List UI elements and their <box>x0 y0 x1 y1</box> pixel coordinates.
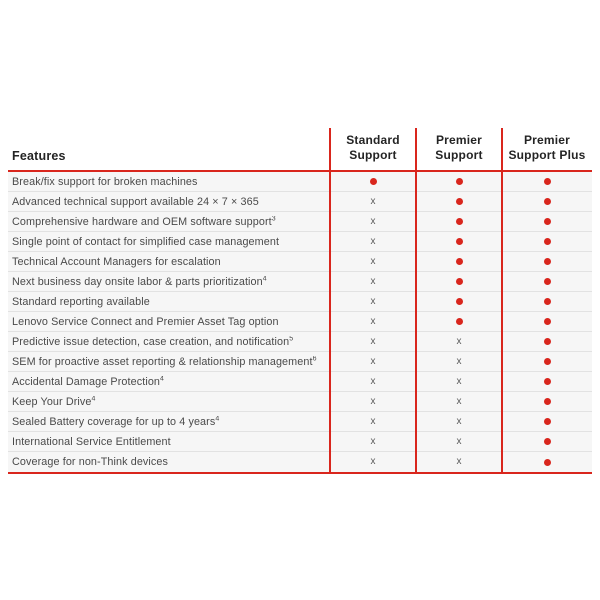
not-included-x-mark: x <box>456 456 462 467</box>
premier-support-value <box>416 457 502 467</box>
premier-support-value <box>416 278 502 285</box>
premier-support-plus-value <box>502 258 592 265</box>
included-dot-icon <box>544 218 551 225</box>
premier-support-plus-value <box>502 459 592 466</box>
table-row <box>8 372 592 392</box>
included-dot-icon <box>544 318 551 325</box>
standard-support-value <box>330 397 416 407</box>
included-dot-icon <box>544 459 551 466</box>
column-header-premier-support-plus <box>502 128 592 170</box>
not-included-x-mark: x <box>370 195 376 207</box>
included-dot-icon <box>544 398 551 405</box>
standard-support-value <box>330 297 416 307</box>
feature-label: International Service Entitlement <box>12 435 171 448</box>
table-row <box>8 212 592 232</box>
premier-support-value <box>416 377 502 387</box>
support-comparison-table <box>8 128 592 474</box>
premier-support-value <box>416 417 502 427</box>
premier-support-plus-value <box>502 438 592 445</box>
included-dot-icon <box>456 278 463 285</box>
feature-label: Standard reporting available <box>12 295 150 308</box>
premier-support-value <box>416 198 502 205</box>
not-included-x-mark: x <box>456 435 462 447</box>
column-header-line2: Support <box>435 148 483 163</box>
table-header-row <box>8 128 592 172</box>
included-dot-icon <box>456 318 463 325</box>
not-included-x-mark: x <box>456 335 462 347</box>
column-header-premier-support <box>416 128 502 170</box>
table-row <box>8 432 592 452</box>
feature-label: Sealed Battery coverage for up to 4 years$^4$ <box>12 415 220 428</box>
premier-support-plus-value <box>502 318 592 325</box>
table-row <box>8 232 592 252</box>
table-row <box>8 392 592 412</box>
premier-support-plus-value <box>502 398 592 405</box>
premier-support-plus-value <box>502 378 592 385</box>
standard-support-value <box>330 217 416 227</box>
included-dot-icon <box>544 198 551 205</box>
premier-support-plus-value <box>502 338 592 345</box>
table-row <box>8 352 592 372</box>
table-row <box>8 332 592 352</box>
premier-support-plus-value <box>502 358 592 365</box>
standard-support-value <box>330 357 416 367</box>
premier-support-value <box>416 178 502 185</box>
not-included-x-mark: x <box>370 255 376 267</box>
feature-label: Break/fix support for broken machines <box>12 175 198 188</box>
not-included-x-mark: x <box>370 315 376 327</box>
table-row <box>8 312 592 332</box>
premier-support-plus-value <box>502 238 592 245</box>
premier-support-plus-value <box>502 278 592 285</box>
not-included-x-mark: x <box>370 295 376 307</box>
not-included-x-mark: x <box>370 435 376 447</box>
premier-support-value <box>416 238 502 245</box>
feature-label: Lenovo Service Connect and Premier Asset Tag option <box>12 315 279 328</box>
standard-support-value <box>330 377 416 387</box>
not-included-x-mark: x <box>456 355 462 367</box>
standard-support-value <box>330 197 416 207</box>
included-dot-icon <box>544 418 551 425</box>
standard-support-value <box>330 178 416 185</box>
footnote-superscript: 6 <box>312 355 317 362</box>
included-dot-icon <box>456 198 463 205</box>
not-included-x-mark: x <box>370 375 376 387</box>
premier-support-plus-value <box>502 418 592 425</box>
footnote-superscript: 5 <box>289 335 294 342</box>
premier-support-value <box>416 298 502 305</box>
not-included-x-mark: x <box>456 375 462 387</box>
footnote-superscript: 4 <box>262 275 267 282</box>
not-included-x-mark: x <box>370 456 376 467</box>
feature-label: Next business day onsite labor & parts prioritization$^4$ <box>12 275 267 288</box>
feature-label: Advanced technical support available 24 × 7 × 365 <box>12 195 259 208</box>
table-body <box>8 172 592 474</box>
premier-support-plus-value <box>502 298 592 305</box>
included-dot-icon <box>544 298 551 305</box>
standard-support-value <box>330 457 416 467</box>
feature-label: Keep Your Drive$^4$ <box>12 395 96 408</box>
standard-support-value <box>330 317 416 327</box>
not-included-x-mark: x <box>456 415 462 427</box>
column-divider-line <box>501 128 503 474</box>
included-dot-icon <box>544 358 551 365</box>
feature-label: Single point of contact for simplified case management <box>12 235 280 248</box>
table-row <box>8 272 592 292</box>
footnote-superscript: 3 <box>271 215 276 222</box>
column-divider-line <box>329 128 331 474</box>
footnote-superscript: 4 <box>160 375 165 382</box>
feature-label: SEM for proactive asset reporting & relationship management$^6$ <box>12 355 317 368</box>
standard-support-value <box>330 437 416 447</box>
premier-support-value <box>416 437 502 447</box>
table-row <box>8 192 592 212</box>
included-dot-icon <box>456 178 463 185</box>
premier-support-plus-value <box>502 178 592 185</box>
included-dot-icon <box>456 218 463 225</box>
feature-label: Accidental Damage Protection$^4$ <box>12 375 165 388</box>
premier-support-value <box>416 318 502 325</box>
column-header-line1: Premier <box>435 132 483 147</box>
footnote-superscript: 4 <box>215 415 220 422</box>
column-divider-line <box>415 128 417 474</box>
column-header-line2: Support Plus <box>508 148 586 163</box>
column-header-standard-support <box>330 128 416 170</box>
feature-label: Comprehensive hardware and OEM software support$^3$ <box>12 215 276 228</box>
feature-label: Coverage for non-Think devices <box>12 456 169 468</box>
premier-support-plus-value <box>502 198 592 205</box>
premier-support-value <box>416 337 502 347</box>
included-dot-icon <box>456 238 463 245</box>
included-dot-icon <box>544 238 551 245</box>
not-included-x-mark: x <box>370 415 376 427</box>
table-row <box>8 292 592 312</box>
premier-support-value <box>416 258 502 265</box>
standard-support-value <box>330 257 416 267</box>
included-dot-icon <box>544 258 551 265</box>
standard-support-value <box>330 417 416 427</box>
standard-support-value <box>330 337 416 347</box>
footnote-superscript: 4 <box>91 395 96 402</box>
premier-support-plus-value <box>502 218 592 225</box>
not-included-x-mark: x <box>370 395 376 407</box>
standard-support-value <box>330 237 416 247</box>
table-row <box>8 252 592 272</box>
not-included-x-mark: x <box>456 395 462 407</box>
standard-support-value <box>330 277 416 287</box>
included-dot-icon <box>544 438 551 445</box>
not-included-x-mark: x <box>370 335 376 347</box>
column-header-line2: Support <box>349 148 397 163</box>
not-included-x-mark: x <box>370 355 376 367</box>
feature-label: Predictive issue detection, case creation, and notification$^5$ <box>12 335 294 348</box>
included-dot-icon <box>544 378 551 385</box>
included-dot-icon <box>544 338 551 345</box>
included-dot-icon <box>544 278 551 285</box>
included-dot-icon <box>544 178 551 185</box>
included-dot-icon <box>456 298 463 305</box>
not-included-x-mark: x <box>370 275 376 287</box>
column-header-line1: Premier <box>523 132 571 147</box>
features-column-header: Features <box>12 149 66 163</box>
included-dot-icon <box>370 178 377 185</box>
premier-support-value <box>416 357 502 367</box>
not-included-x-mark: x <box>370 235 376 247</box>
table-row <box>8 172 592 192</box>
table-row <box>8 412 592 432</box>
column-header-line1: Standard <box>346 132 400 147</box>
included-dot-icon <box>456 258 463 265</box>
table-row <box>8 452 592 472</box>
premier-support-value <box>416 218 502 225</box>
premier-support-value <box>416 397 502 407</box>
feature-label: Technical Account Managers for escalation <box>12 255 221 268</box>
not-included-x-mark: x <box>370 215 376 227</box>
